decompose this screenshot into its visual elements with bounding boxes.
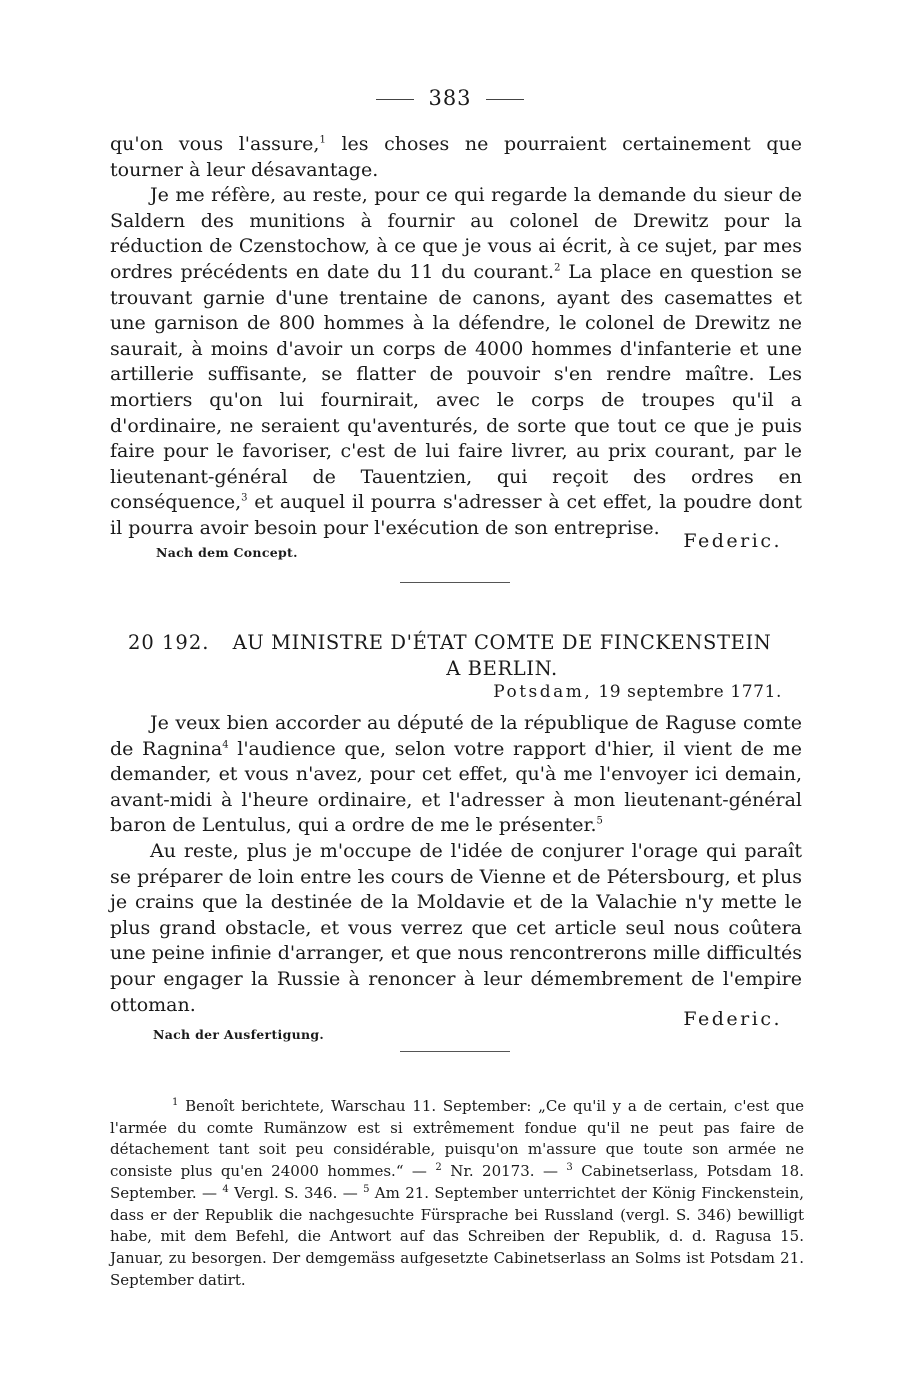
- footnote-mark: 2: [435, 1162, 442, 1174]
- footnote-mark: 5: [363, 1183, 370, 1195]
- text-run: Vergl. S. 346. —: [228, 1183, 364, 1202]
- footnotes: [110, 1096, 804, 1291]
- text-run: La place en question se trouvant garnie d'une trentaine de canons, ayant des casemattes et une garnison de 800 hommes à la défendre, le colonel de Drewitz ne saurait, à moins d'avoir un corps de 4000 hommes d'infanterie et une artillerie suffisante, se flatter de pouvoir s'en rendre maître. Les mortiers qu'on lui fournirait, avec le corps de troupes qu'il a d'ordinaire, ne seraient qu'aventurés, de sorte que tout ce que je puis faire pour le favoriser, c'est de lui faire livrer, au prix courant, par le lieutenant-général de Tauentzien, qui reçoit des ordres en conséquence,: [110, 260, 802, 514]
- dateline-date: 19 septembre 1771.: [592, 682, 782, 702]
- signature: Federic.: [683, 1008, 782, 1030]
- paragraph: [110, 132, 802, 183]
- text-run: les choses ne pourraient certainement que tourner à leur désavantage.: [110, 133, 802, 181]
- text-run: et auquel il pourra s'adresser à cet effet, la poudre dont il pourra avoir besoin pour l'exécution de son entreprise.: [110, 491, 802, 539]
- paragraph: [110, 183, 802, 541]
- footnote-mark: 1: [172, 1097, 179, 1108]
- text-run: Cabinetserlass, Potsdam 18. September. —: [110, 1162, 804, 1202]
- paragraph: Au reste, plus je m'occupe de l'idée de conjurer l'orage qui paraît se préparer de loin entre les cours de Vienne et de Pétersbourg, et plus je crains que la destinée de la Moldavie et de la Valachie n'y mette le plus grand obstacle, et vous verrez que cet article seul nous coûtera une peine infinie d'arranger, et que nous rencontrerons mille difficultés pour engager la Russie à renoncer à leur démembrement de l'empire ottoman.: [110, 839, 802, 1016]
- paragraph: [110, 711, 802, 839]
- footnote-mark: 1: [319, 134, 326, 146]
- divider: [400, 582, 510, 583]
- running-head: [0, 86, 900, 110]
- signature: Federic.: [683, 530, 782, 552]
- divider: [400, 1051, 510, 1052]
- header-dash-right: [486, 99, 524, 100]
- text-run: Nr. 20173. —: [441, 1162, 567, 1181]
- dateline: [493, 682, 782, 702]
- text-run: Benoît berichtete, Warschau 11. September: „Ce qu'il y a de certain, c'est que l'armée du comte Rumänzow est si extrêmement fondue qu'il ne peut pas faire de détachement tant soit peu considérable, puisqu'on m'assure que toute son armée ne consiste plus qu'en 24000 hommes.“ —: [110, 1097, 804, 1181]
- letter-title-line1: AU MINISTRE D'ÉTAT COMTE DE FINCKENSTEIN: [232, 631, 772, 654]
- text-run: Am 21. September unterrichtet der König Finckenstein, dass er der Republik die nachgesuchte Fürsprache bei Russland (vergl. S. 346) bewilligt habe, mit dem Befehl, die Antwort auf das Schreiben der Republik, d. d. Ragusa 15. Januar, zu besorgen. Der demgemäss aufgesetzte Cabinetserlass an Solms ist Potsdam 21. September datirt.: [110, 1183, 804, 1289]
- footnote-mark: 4: [222, 1183, 229, 1195]
- source-note: Nach dem Concept.: [156, 545, 298, 560]
- text-run: l'audience que, selon votre rapport d'hier, il vient de me demander, et vous n'avez, pour cet effet, qu'à me l'envoyer ici demain, avant-midi à l'heure ordinaire, et l'adresser à mon lieutenant-général baron de Lentulus, qui a ordre de me le présenter.: [110, 737, 802, 837]
- text-run: Je me réfère, au reste, pour ce qui regarde la demande du sieur de Saldern des munitions à fournir au colonel de Drewitz pour la réduction de Czenstochow, à ce que je vous ai écrit, à ce sujet, par mes ordres précédents en date du 11 du courant.: [110, 184, 802, 283]
- footnote-mark: 2: [554, 262, 561, 274]
- letter-text: [110, 711, 802, 1018]
- footnote-mark: 4: [222, 739, 229, 751]
- footnote-mark: 3: [566, 1162, 573, 1174]
- section1-text: [110, 132, 802, 542]
- text-run: Je veux bien accorder au député de la république de Raguse comte de Ragnina: [110, 712, 802, 760]
- page-number: 383: [428, 86, 472, 110]
- footnote-block: [110, 1096, 804, 1291]
- source-note: Nach der Ausfertigung.: [153, 1027, 325, 1042]
- letter-title-line2: A BERLIN.: [446, 657, 558, 680]
- header-dash-left: [376, 99, 414, 100]
- letter-heading: [128, 630, 788, 682]
- letter-number: 20 192.: [128, 631, 210, 654]
- footnote-mark: 5: [596, 816, 603, 828]
- text-run: qu'on vous l'assure,: [110, 133, 320, 155]
- footnote-mark: 3: [241, 492, 248, 504]
- dateline-place: Potsdam,: [493, 682, 593, 702]
